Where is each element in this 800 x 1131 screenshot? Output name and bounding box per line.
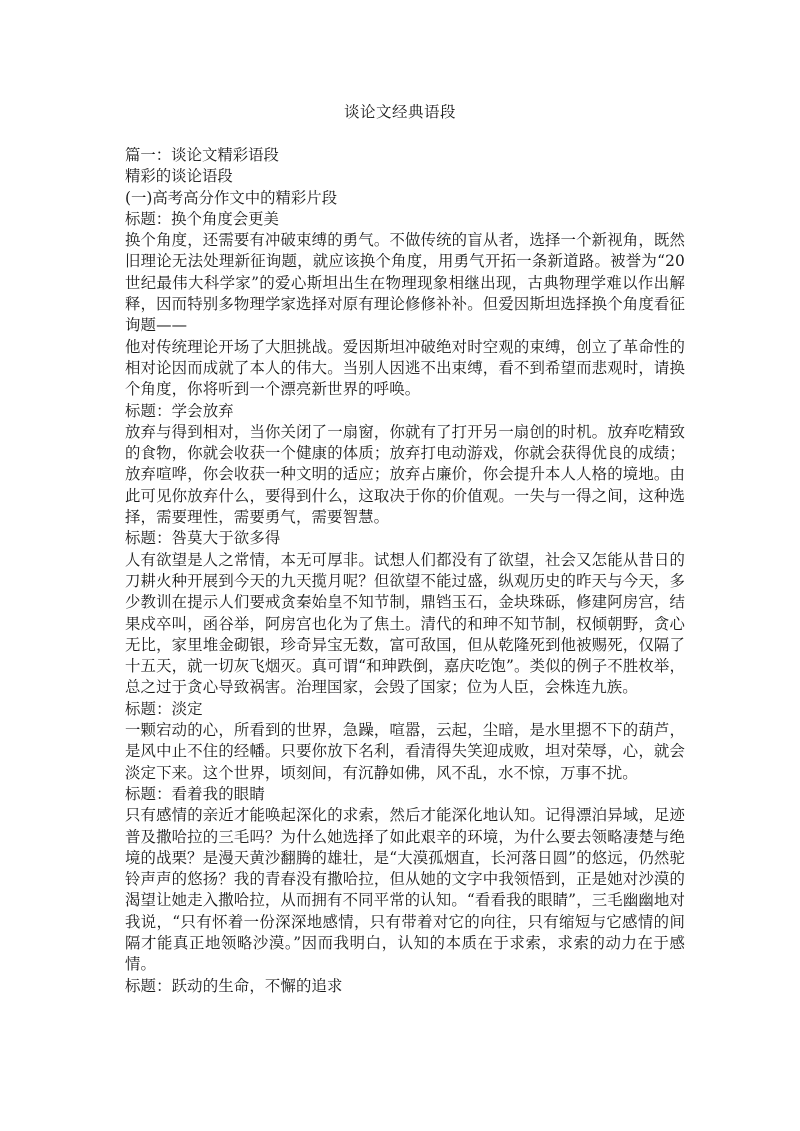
section-heading: 精彩的谈论语段 xyxy=(125,167,233,186)
document-body xyxy=(125,145,685,997)
paragraph: 人有欲望是人之常情，本无可厚非。试想人们都没有了欲望，社会又怎能从昔日的刀耕火种开展到今天的九天揽月呢？但欲望不能过盛，纵观历史的昨天与今天，多少教训在提示人们要戒贪秦始皇不知节制，鼎铛玉石，金块珠砾，修建阿房宫，结果戍卒叫，函谷举，阿房宫也化为了焦土。清代的和珅不知节制，权倾朝野，贪心无比，家里堆金砌银，珍奇异宝无数，富可敌国，但从乾隆死到他被赐死，仅隔了十五天，就一切灰飞烟灭。真可谓“和珅跌倒，嘉庆吃饱”。类似的例子不胜枚举，总之过于贪心导致祸害。治理国家，会毁了国家；位为人臣，会株连九族。 xyxy=(125,550,685,697)
topic-heading: 标题：学会放弃 xyxy=(125,401,234,420)
topic-heading: 标题：咎莫大于欲多得 xyxy=(125,529,281,548)
paragraph: 一颗宕动的心，所看到的世界，急躁，喧嚣，云起，尘暗，是水里摁不下的葫芦，是风中止不住的经幡。只要你放下名利，看清得失笑迎成败，坦对荣辱，心，就会淡定下来。这个世界，顷刻间，有沉静如佛，风不乱，水不惊，万事不扰。 xyxy=(125,721,685,782)
paragraph: 换个角度，还需要有冲破束缚的勇气。不做传统的盲从者，选择一个新视角，既然旧理论无法处理新征询题，就应该换个角度，用勇气开拓一条新道路。被誉为“20世纪最伟大科学家”的爱心斯坦出生在物理现象相继出现，古典物理学难以作出解释，因而特别多物理学家选择对原有理论修修补补。但爱因斯坦选择换个角度看征询题—— xyxy=(125,231,685,335)
chapter-heading: 篇一：谈论文精彩语段 xyxy=(125,146,279,164)
topic-heading: 标题：淡定 xyxy=(125,699,203,718)
paragraph: 放弃与得到相对，当你关闭了一扇窗，你就有了打开另一扇创的时机。放弃吃精致的食物，你就会收获一个健康的体质；放弃打电动游戏，你就会获得优良的成绩；放弃喧哗，你会收获一种文明的适应；放弃占廉价，你会提升本人人格的境地。由此可见你放弃什么，要得到什么，这取决于你的价值观。一失与一得之间，这种选择，需要理性，需要勇气，需要智慧。 xyxy=(125,422,685,527)
paragraph: 只有感情的亲近才能唤起深化的求索，然后才能深化地认知。记得漂泊异域，足迹普及撒哈拉的三毛吗？为什么她选择了如此艰辛的环境，为什么要去领略凄楚与绝境的战栗？是漫天黄沙翻腾的雄壮，是“大漠孤烟直，长河落日圆”的悠远，仍然驼铃声声的悠扬？我的青春没有撒哈拉，但从她的文字中我领悟到，正是她对沙漠的渴望让她走入撒哈拉，从而拥有不同平常的认知。“看看我的眼睛”，三毛幽幽地对我说，“只有怀着一份深深地感情，只有带着对它的向往，只有缩短与它感情的间隔才能真正地领略沙漠。”因而我明白，认知的本质在于求索，求索的动力在于感情。 xyxy=(125,806,685,974)
topic-heading: 标题：换个角度会更美 xyxy=(125,209,279,228)
document-title: 谈论文经典语段 xyxy=(343,103,456,121)
topic-heading: 标题：跃动的生命，不懈的追求 xyxy=(125,976,343,995)
subsection-heading: (一)高考高分作文中的精彩片段 xyxy=(125,188,338,207)
paragraph: 他对传统理论开场了大胆挑战。爱因斯坦冲破绝对时空观的束缚，创立了革命性的相对论因而成就了本人的伟大。当别人因逃不出束缚，看不到希望而悲观时，请换个角度，你将听到一个漂亮新世界的呼唤。 xyxy=(125,337,685,399)
topic-heading: 标题：看着我的眼睛 xyxy=(125,784,265,803)
